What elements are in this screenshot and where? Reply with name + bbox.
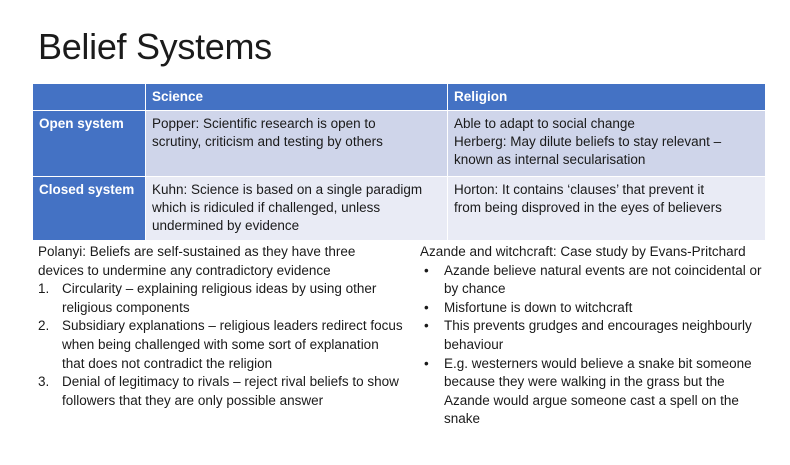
bullet-icon: • xyxy=(424,262,429,278)
cell-line: known as internal secularisation xyxy=(454,152,646,167)
cell-line: Herberg: May dilute beliefs to stay relevant – xyxy=(454,134,722,149)
azande-list xyxy=(420,262,765,429)
cell-line: Kuhn: Science is based on a single paradigm xyxy=(152,182,423,197)
header-religion: Religion xyxy=(448,84,766,111)
table-header-row xyxy=(33,84,766,111)
cell-line: Horton: It contains ‘clauses’ that prevent it xyxy=(454,182,705,197)
list-item xyxy=(38,280,403,317)
polanyi-section xyxy=(38,243,403,410)
belief-systems-table xyxy=(32,83,766,241)
azande-section xyxy=(420,243,765,429)
cell-open-religion xyxy=(448,111,766,177)
polanyi-list xyxy=(38,280,403,410)
cell-open-science xyxy=(146,111,448,177)
list-number: 2. xyxy=(38,318,50,334)
bullet-icon: • xyxy=(424,318,429,334)
cell-line: scrutiny, criticism and testing by others xyxy=(152,134,383,149)
cell-line: which is ridiculed if challenged, unless xyxy=(152,200,381,215)
bullet-icon: • xyxy=(424,355,429,371)
cell-line: undermined by evidence xyxy=(152,218,300,233)
list-item xyxy=(420,299,765,318)
cell-line: from being disproved in the eyes of believers xyxy=(454,200,722,215)
cell-line: Able to adapt to social change xyxy=(454,116,635,131)
slide-title: Belief Systems xyxy=(38,26,272,67)
list-item xyxy=(38,317,403,373)
cell-line: Popper: Scientific research is open to xyxy=(152,116,376,131)
cell-closed-science xyxy=(146,177,448,241)
row-label-closed-system: Closed system xyxy=(33,177,146,241)
list-item xyxy=(420,262,765,299)
list-item xyxy=(420,317,765,354)
list-number: 3. xyxy=(38,374,50,390)
table-row-open-system xyxy=(33,111,766,177)
list-item-text: Misfortune is down to witchcraft xyxy=(444,299,633,315)
list-item-text: Circularity – explaining religious ideas by using other religious components xyxy=(62,281,377,315)
list-item-text: Subsidiary explanations – religious leaders redirect focus when being challenged with some sort of explanation that does not contradict the religion xyxy=(62,318,403,371)
list-item-text: E.g. westerners would believe a snake bit someone because they were walking in the grass but the Azande would argue someone cast a spell on the snake xyxy=(444,355,752,427)
bullet-icon: • xyxy=(424,299,429,315)
table-row-closed-system xyxy=(33,177,766,241)
list-item-text: This prevents grudges and encourages neighbourly behaviour xyxy=(444,318,752,352)
azande-intro: Azande and witchcraft: Case study by Evans-Pritchard xyxy=(420,244,746,259)
header-corner xyxy=(33,84,146,111)
list-item-text: Denial of legitimacy to rivals – reject rival beliefs to show followers that they are only possible answer xyxy=(62,374,399,408)
header-science: Science xyxy=(146,84,448,111)
list-item-text: Azande believe natural events are not coincidental or by chance xyxy=(444,262,762,297)
polanyi-intro: Polanyi: Beliefs are self-sustained as they have three devices to undermine any contradictory evidence xyxy=(38,244,356,278)
row-label-open-system: Open system xyxy=(33,111,146,177)
cell-closed-religion xyxy=(448,177,766,241)
list-number: 1. xyxy=(38,281,50,297)
list-item xyxy=(420,355,765,429)
list-item xyxy=(38,373,403,410)
